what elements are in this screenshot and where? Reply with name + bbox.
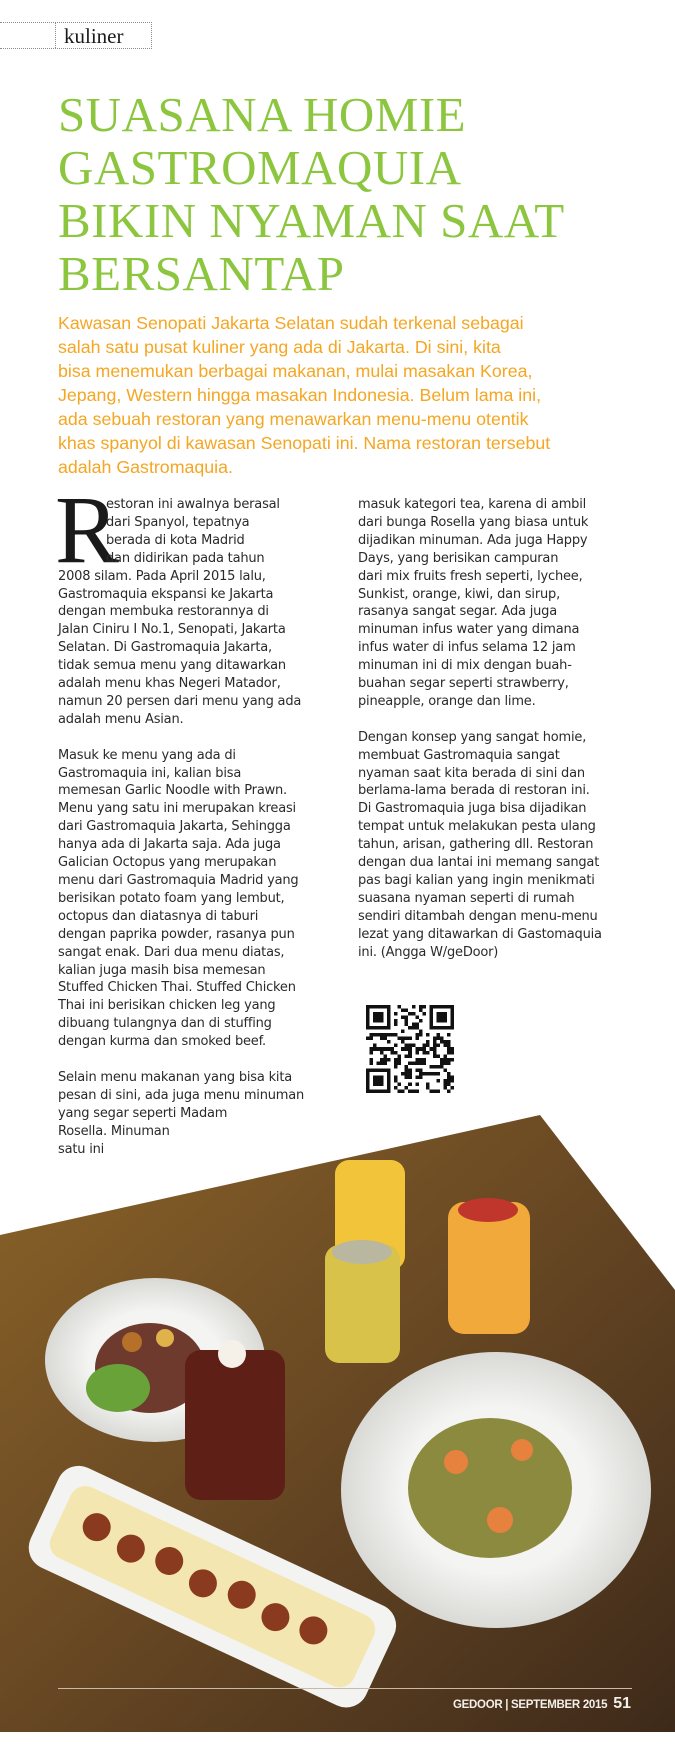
text-line: dengan kurma dan smoked beef. bbox=[58, 1034, 266, 1050]
paragraph-gap bbox=[58, 729, 328, 747]
text-line: dari mix fruits fresh seperti, lychee, bbox=[358, 568, 583, 584]
lead-line: Kawasan Senopati Jakarta Selatan sudah terkenal sebagai bbox=[58, 313, 524, 333]
text-line: Selain menu makanan yang bisa kita bbox=[58, 1069, 292, 1085]
text-line: membuat Gastromaquia sangat bbox=[358, 747, 560, 763]
text-line: octopus dan diatasnya di taburi bbox=[58, 908, 259, 924]
text-line: Days, yang berisikan campuran bbox=[358, 550, 559, 566]
footer-rule bbox=[58, 1688, 632, 1689]
text-line: minuman infus water yang dimana bbox=[358, 622, 580, 638]
text-line: pineapple, orange dan lime. bbox=[358, 693, 536, 709]
page-footer bbox=[453, 1695, 631, 1713]
text-line: dengan dua lantai ini memang sangat bbox=[358, 855, 600, 871]
text-line: Gastromaquia ekspansi ke Jakarta bbox=[58, 586, 274, 602]
section-tag bbox=[0, 22, 152, 49]
lead-line: salah satu pusat kuliner yang ada di Jakarta. Di sini, kita bbox=[58, 337, 501, 357]
text-line: Galician Octopus yang merupakan bbox=[58, 855, 277, 871]
paragraph bbox=[58, 496, 328, 729]
headline-line: GASTROMAQUIA bbox=[58, 140, 462, 195]
text-line: berlama-lama berada di restoran ini. bbox=[358, 783, 590, 799]
text-line: dan didirikan pada tahun bbox=[106, 550, 265, 566]
text-line: buahan segar seperti strawberry, bbox=[358, 676, 569, 692]
text-line: estoran ini awalnya berasal bbox=[106, 497, 280, 512]
text-line: Jalan Ciniru I No.1, Senopati, Jakarta bbox=[58, 622, 286, 638]
text-line: lezat yang ditawarkan di Gastomaquia bbox=[358, 926, 602, 942]
text-line: minuman ini di mix dengan buah- bbox=[358, 658, 572, 674]
text-line: berisikan potato foam yang lembut, bbox=[58, 890, 285, 906]
headline-line: SUASANA HOMIE bbox=[58, 87, 467, 142]
body-column-left bbox=[58, 496, 328, 1159]
text-line: dengan membuka restorannya di bbox=[58, 604, 269, 620]
headline bbox=[58, 88, 658, 300]
text-line: satu ini bbox=[58, 1141, 105, 1157]
text-line: tidak semua menu yang ditawarkan bbox=[58, 658, 286, 674]
text-line: kalian juga masih bisa memesan bbox=[58, 962, 266, 978]
qr-code-icon[interactable] bbox=[366, 1005, 454, 1093]
food-spread-photo bbox=[0, 1110, 675, 1732]
text-line: yang segar seperti Madam bbox=[58, 1105, 228, 1121]
text-line: nyaman saat kita berada di sini dan bbox=[358, 765, 585, 781]
text-line: dibuang tulangnya dan di stuffing bbox=[58, 1016, 272, 1032]
text-line: tempat untuk melakukan pesta ulang bbox=[358, 819, 596, 835]
text-line: rasanya sangat segar. Ada juga bbox=[358, 604, 557, 620]
text-line: adalah menu khas Negeri Matador, bbox=[58, 676, 281, 692]
text-line: Gastromaquia ini, kalian bisa bbox=[58, 765, 242, 781]
text-line: ini. (Angga W/geDoor) bbox=[358, 944, 499, 960]
lead-line: ada sebuah restoran yang menawarkan menu-menu otentik bbox=[58, 409, 529, 429]
text-line: hanya ada di Jakarta saja. Ada juga bbox=[58, 837, 281, 853]
text-line: Rosella. Minuman bbox=[58, 1123, 170, 1139]
paragraph bbox=[358, 496, 638, 711]
lead-line: bisa menemukan berbagai makanan, mulai masakan Korea, bbox=[58, 361, 533, 381]
section-label: kuliner bbox=[64, 24, 124, 48]
text-line: Masuk ke menu yang ada di bbox=[58, 747, 236, 763]
text-line: adalah menu Asian. bbox=[58, 711, 184, 727]
text-line: berada di kota Madrid bbox=[106, 532, 245, 548]
text-line: dari Spanyol, tepatnya bbox=[106, 514, 250, 530]
text-line: Sunkist, orange, kiwi, dan sirup, bbox=[358, 586, 561, 602]
text-line: Di Gastromaquia juga bisa dijadikan bbox=[358, 801, 587, 817]
text-line: Menu yang satu ini merupakan kreasi bbox=[58, 801, 296, 817]
text-line: dari bunga Rosella yang biasa untuk bbox=[358, 514, 589, 530]
lead-line: Jepang, Western hingga masakan Indonesia. Belum lama ini, bbox=[58, 385, 542, 405]
text-line: Thai ini berisikan chicken leg yang bbox=[58, 998, 276, 1014]
lead-line: khas spanyol di kawasan Senopati ini. Nama restoran tersebut bbox=[58, 433, 551, 453]
text-line: sendiri ditambah dengan menu-menu bbox=[358, 908, 598, 924]
text-line: masuk kategori tea, karena di ambil bbox=[358, 497, 587, 512]
paragraph-gap bbox=[58, 1051, 328, 1069]
text-line: suasana nyaman seperti di rumah bbox=[358, 890, 575, 906]
body-column-right bbox=[358, 496, 638, 962]
text-line: sangat enak. Dari dua menu diatas, bbox=[58, 944, 285, 960]
text-line: namun 20 persen dari menu yang ada bbox=[58, 693, 302, 709]
lead-paragraph bbox=[58, 311, 638, 479]
text-line: dijadikan minuman. Ada juga Happy bbox=[358, 532, 588, 548]
headline-line: BIKIN NYAMAN SAAT bbox=[58, 193, 565, 248]
text-line: 2008 silam. Pada April 2015 lalu, bbox=[58, 568, 266, 584]
drop-cap: R bbox=[55, 476, 120, 583]
lead-line: adalah Gastromaquia. bbox=[58, 457, 233, 477]
paragraph bbox=[358, 729, 638, 962]
text-line: dari Gastromaquia Jakarta, Sehingga bbox=[58, 819, 291, 835]
headline-line: BERSANTAP bbox=[58, 246, 345, 301]
text-line: tahun, arisan, gathering dll. Restoran bbox=[358, 837, 594, 853]
text-line: Dengan konsep yang sangat homie, bbox=[358, 729, 587, 745]
page-number: 51 bbox=[613, 1695, 631, 1712]
text-line: memesan Garlic Noodle with Prawn. bbox=[58, 783, 287, 799]
text-line: pas bagi kalian yang ingin menikmati bbox=[358, 873, 595, 889]
text-line: infus water di infus selama 12 jam bbox=[358, 640, 576, 656]
footer-publication: GEDOOR | SEPTEMBER 2015 bbox=[453, 1699, 608, 1711]
text-line: pesan di sini, ada juga menu minuman bbox=[58, 1087, 305, 1103]
text-line: Selatan. Di Gastromaquia Jakarta, bbox=[58, 640, 272, 656]
paragraph bbox=[58, 747, 328, 1051]
text-line: menu dari Gastromaquia Madrid yang bbox=[58, 873, 299, 889]
section-tag-divider bbox=[55, 23, 56, 48]
paragraph-gap bbox=[358, 711, 638, 729]
text-line: dengan paprika powder, rasanya pun bbox=[58, 926, 295, 942]
text-line: Stuffed Chicken Thai. Stuffed Chicken bbox=[58, 980, 296, 996]
jar-rosella bbox=[185, 1350, 285, 1500]
